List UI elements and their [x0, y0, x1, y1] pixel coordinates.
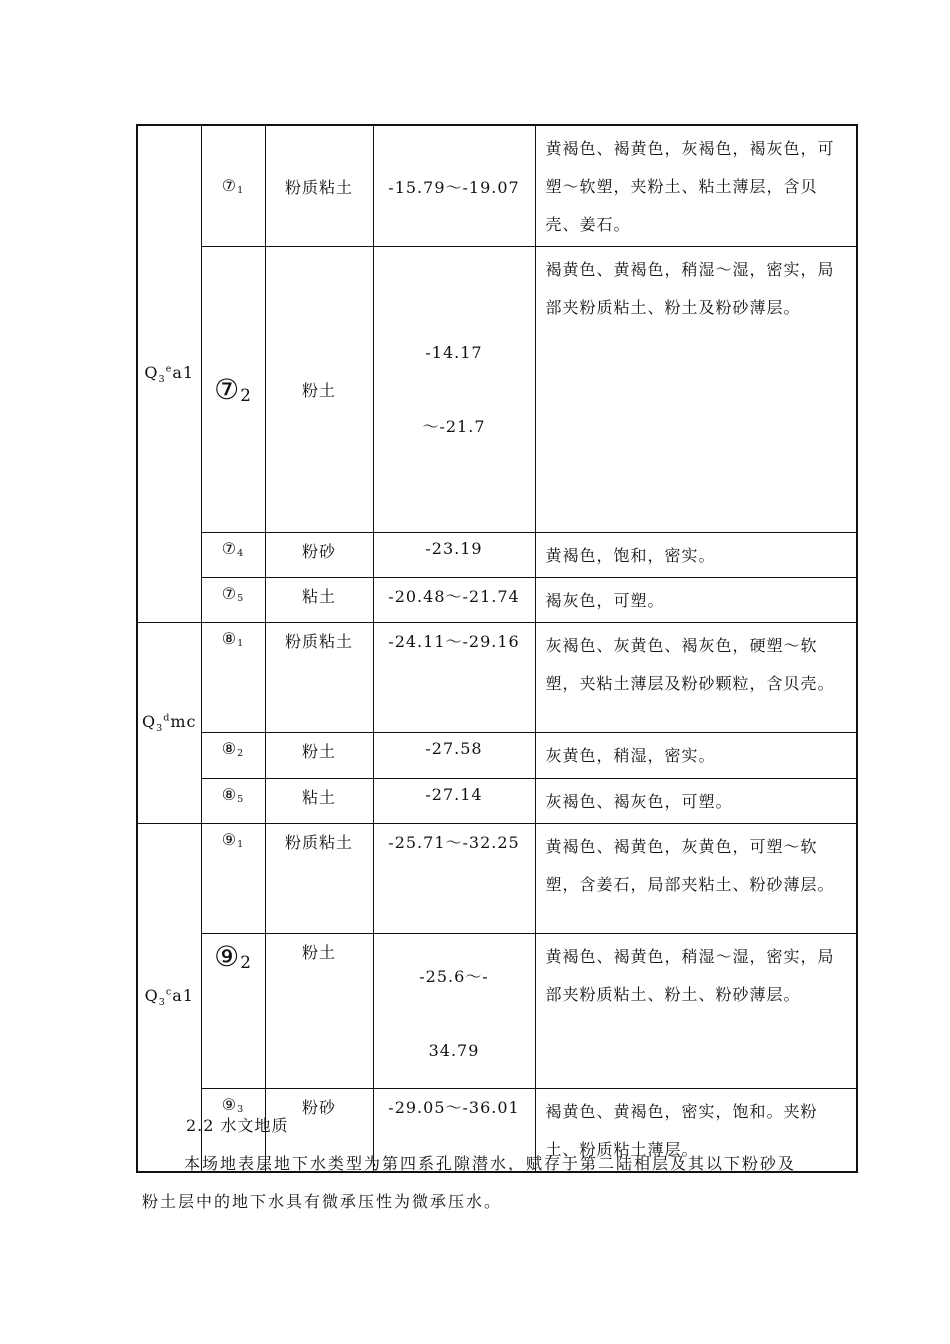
soil-name: 粘土: [265, 779, 373, 824]
description: 黄褐色、褐黄色，灰黄色，可塑～软塑，含姜石，局部夹粘土、粉砂薄层。: [535, 824, 857, 934]
elevation: -14.17 ～-21.7: [373, 247, 535, 533]
layer-number: $⑨_2$: [201, 934, 265, 1089]
layer-number: $⑦_4$: [201, 533, 265, 578]
elevation: -24.11～-29.16: [373, 623, 535, 733]
elevation: -25.6～- 34.79: [373, 934, 535, 1089]
era-cell: $Q_3^ea1$: [137, 125, 201, 623]
layer-number: $⑦_2$: [201, 247, 265, 533]
section-heading: 2.2 水文地质: [186, 1116, 289, 1135]
table-row: [137, 247, 857, 533]
era-cell: $Q_3^ca1$: [137, 824, 201, 1173]
soil-name: 粉土: [265, 934, 373, 1089]
elevation: -20.48～-21.74: [373, 578, 535, 623]
soil-name: 粉质粘土: [265, 125, 373, 247]
body-paragraph-line: 粉土层中的地下水具有微承压性为微承压水。: [142, 1192, 503, 1211]
soil-name: 粉砂: [265, 533, 373, 578]
elevation: -23.19: [373, 533, 535, 578]
description: 黄褐色、褐黄色，稍湿～湿，密实，局部夹粉质粘土、粉土、粉砂薄层。: [535, 934, 857, 1089]
layer-number: $⑦_5$: [201, 578, 265, 623]
layer-number: $⑦_1$: [201, 125, 265, 247]
table-row: [137, 125, 857, 247]
description: 褐黄色、黄褐色，密实，饱和。夹粉土、粉质粘土薄层。: [535, 1089, 857, 1173]
stratum-table: [136, 124, 858, 1173]
description: 黄褐色、褐黄色，灰褐色，褐灰色，可塑～软塑，夹粉土、粘土薄层，含贝壳、姜石。: [535, 125, 857, 247]
layer-number: $⑧_2$: [201, 733, 265, 779]
layer-number: $⑧_1$: [201, 623, 265, 733]
table-row: [137, 533, 857, 578]
elevation: -27.58: [373, 733, 535, 779]
soil-name: 粉砂: [265, 1089, 373, 1173]
description: 褐黄色、黄褐色，稍湿～湿，密实，局部夹粉质粘土、粉土及粉砂薄层。: [535, 247, 857, 533]
description: 褐灰色，可塑。: [535, 578, 857, 623]
elevation: -27.14: [373, 779, 535, 824]
elevation: -15.79～-19.07: [373, 125, 535, 247]
description: 灰褐色、灰黄色、褐灰色，硬塑～软塑，夹粘土薄层及粉砂颗粒，含贝壳。: [535, 623, 857, 733]
layer-number: $⑨_1$: [201, 824, 265, 934]
layer-number: $⑨_3$: [201, 1089, 265, 1173]
soil-name: 粘土: [265, 578, 373, 623]
soil-name: 粉质粘土: [265, 824, 373, 934]
soil-name: 粉土: [265, 247, 373, 533]
layer-number: $⑧_5$: [201, 779, 265, 824]
description: 灰褐色、褐灰色，可塑。: [535, 779, 857, 824]
soil-name: 粉土: [265, 733, 373, 779]
elevation: -29.05～-36.01: [373, 1089, 535, 1173]
era-cell: $Q_3^dmc$: [137, 623, 201, 824]
table-row: [137, 623, 857, 733]
table-row: [137, 779, 857, 824]
description: 灰黄色，稍湿，密实。: [535, 733, 857, 779]
table-row: [137, 578, 857, 623]
description: 黄褐色，饱和，密实。: [535, 533, 857, 578]
table-row: [137, 824, 857, 934]
soil-name: 粉质粘土: [265, 623, 373, 733]
elevation: -25.71～-32.25: [373, 824, 535, 934]
table-row: [137, 934, 857, 1089]
table-row: [137, 733, 857, 779]
body-paragraph-line: 本场地表层地下水类型为第四系孔隙潜水，赋存于第二陆相层及其以下粉砂及: [184, 1154, 797, 1173]
